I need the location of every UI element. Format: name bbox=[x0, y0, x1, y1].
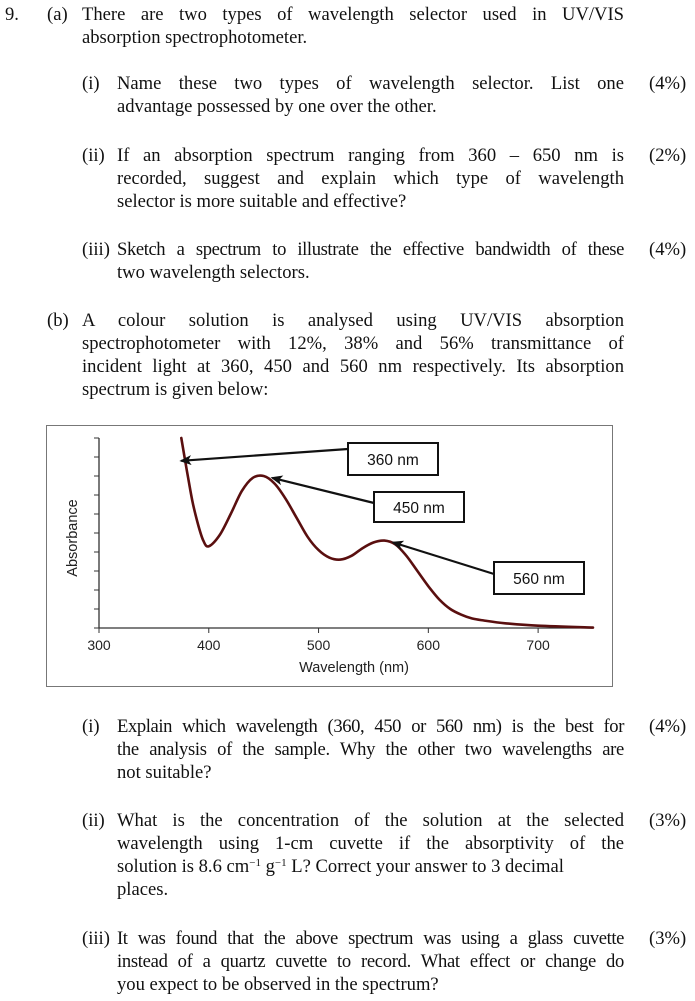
subpart-b-iii-line-2: instead of a quartz cuvette to record. What effect or change do bbox=[117, 951, 624, 972]
x-tick-label: 400 bbox=[197, 637, 221, 653]
y-axis-title: Absorbance bbox=[65, 499, 81, 577]
subpart-a-ii-line-1: If an absorption spectrum ranging from 360 – 650 nm is bbox=[117, 145, 624, 166]
subpart-a-ii-label: (ii) bbox=[82, 145, 105, 166]
absorption-spectrum-chart bbox=[47, 426, 614, 688]
x-tick-label: 700 bbox=[526, 637, 550, 653]
subpart-b-ii-label: (ii) bbox=[82, 810, 105, 831]
subpart-b-i-marks: (4%) bbox=[649, 716, 687, 737]
chart-axes bbox=[99, 438, 593, 628]
subpart-b-i-label: (i) bbox=[82, 716, 100, 737]
x-axis-title: Wavelength (nm) bbox=[299, 660, 409, 676]
subpart-b-ii-line-2: wavelength using 1-cm cuvette if the absorptivity of the bbox=[117, 833, 624, 854]
part-b-intro-line-2: spectrophotometer with 12%, 38% and 56% transmittance of bbox=[82, 333, 624, 354]
subpart-a-ii-line-3: selector is more suitable and effective? bbox=[117, 191, 407, 212]
wavelength-callouts bbox=[181, 443, 584, 594]
subpart-b-i-line-2: the analysis of the sample. Why the other two wavelengths are bbox=[117, 739, 624, 760]
subpart-b-i-line-1: Explain which wavelength (360, 450 or 560 nm) is the best for bbox=[117, 716, 624, 737]
x-tick-label: 500 bbox=[306, 637, 331, 653]
x-tick-labels bbox=[87, 637, 550, 653]
subpart-b-iii-line-1: It was found that the above spectrum was using a glass cuvette bbox=[117, 928, 624, 949]
subpart-b-iii-marks: (3%) bbox=[649, 928, 687, 949]
part-b-intro-line-4: spectrum is given below: bbox=[82, 379, 269, 400]
subpart-b-iii-line-3: you expect to be observed in the spectrum? bbox=[117, 974, 439, 995]
x-tick-label: 300 bbox=[87, 637, 111, 653]
callout-label: 450 nm bbox=[393, 500, 445, 517]
callout-label: 360 nm bbox=[367, 452, 419, 469]
part-b-intro-line-3: incident light at 360, 450 and 560 nm respectively. Its absorption bbox=[82, 356, 624, 377]
subpart-a-iii-line-2: two wavelength selectors. bbox=[117, 262, 310, 283]
subpart-a-i-label: (i) bbox=[82, 73, 100, 94]
callout-arrow bbox=[181, 449, 348, 461]
subpart-a-iii-label: (iii) bbox=[82, 239, 110, 260]
chart-ticks bbox=[94, 438, 538, 633]
subpart-a-i-marks: (4%) bbox=[649, 73, 687, 94]
subpart-a-i-line-1: Name these two types of wavelength selector. List one bbox=[117, 73, 624, 94]
part-b-intro-line-1: A colour solution is analysed using UV/VIS absorption bbox=[82, 310, 624, 331]
absorption-spectrum-figure bbox=[46, 425, 613, 687]
subpart-a-ii-marks: (2%) bbox=[649, 145, 687, 166]
subpart-a-iii-marks: (4%) bbox=[649, 239, 687, 260]
subpart-b-i-line-3: not suitable? bbox=[117, 762, 212, 783]
question-number: 9. bbox=[5, 4, 19, 25]
part-a-intro-line-2: absorption spectrophotometer. bbox=[82, 27, 308, 48]
part-a-label: (a) bbox=[47, 4, 68, 25]
part-b-label: (b) bbox=[47, 310, 69, 331]
subpart-a-ii-line-2: recorded, suggest and explain which type of wavelength bbox=[117, 168, 624, 189]
subpart-b-ii-marks: (3%) bbox=[649, 810, 687, 831]
x-tick-label: 600 bbox=[416, 637, 441, 653]
subpart-b-ii-line-1: What is the concentration of the solution at the selected bbox=[117, 810, 624, 831]
subpart-a-i-line-2: advantage possessed by one over the other. bbox=[117, 96, 437, 117]
callout-arrow bbox=[272, 478, 374, 503]
part-a-intro-line-1: There are two types of wavelength selector used in UV/VIS bbox=[82, 4, 624, 25]
absorptivity-text: solution is 8.6 $cm^{-1}$ $g^{-1}$ L? Correct your answer to 3 decimal bbox=[117, 856, 564, 877]
subpart-b-ii-line-4: places. bbox=[117, 879, 169, 900]
subpart-a-iii-line-1: Sketch a spectrum to illustrate the effective bandwidth of these bbox=[117, 239, 624, 260]
subpart-b-iii-label: (iii) bbox=[82, 928, 110, 949]
callout-label: 560 nm bbox=[513, 571, 565, 588]
subpart-b-ii-line-3 bbox=[117, 856, 624, 878]
